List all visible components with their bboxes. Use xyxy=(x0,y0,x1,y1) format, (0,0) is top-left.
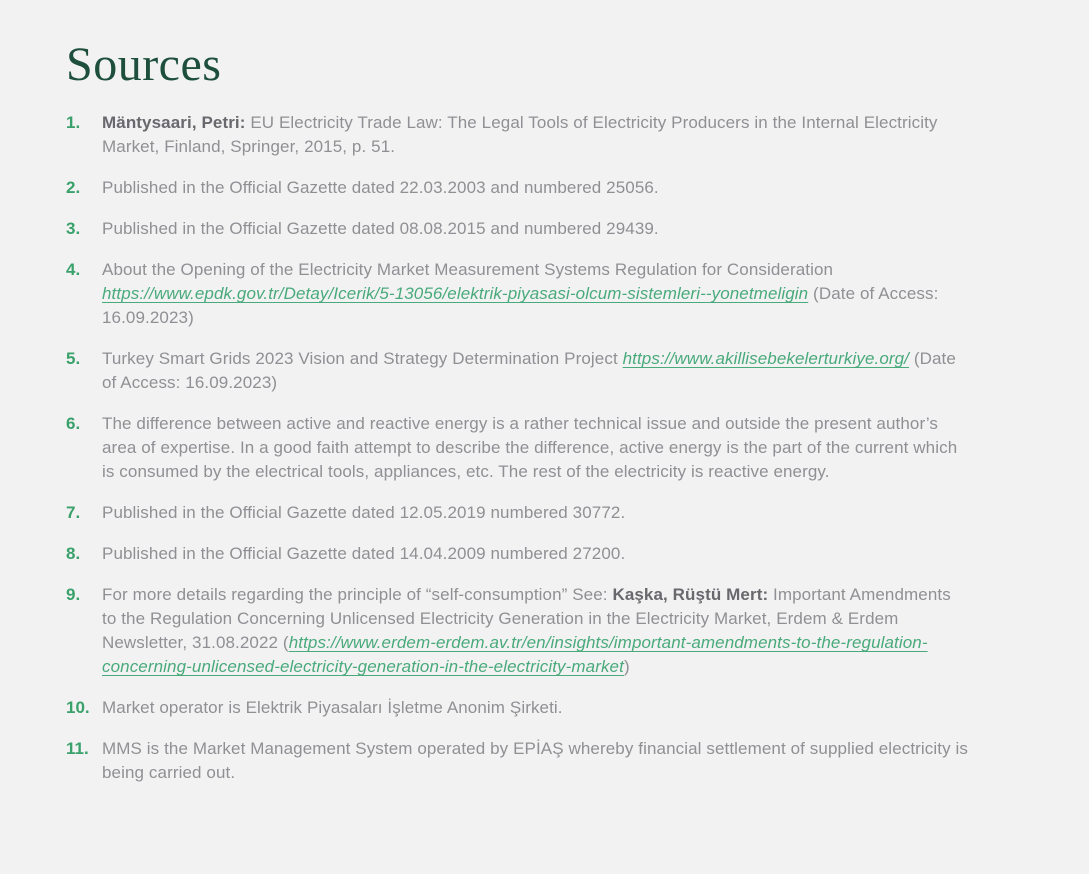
source-text xyxy=(102,583,968,679)
source-item xyxy=(66,111,999,159)
source-item xyxy=(66,501,999,525)
source-link[interactable]: https://www.akillisebekelerturkiye.org/ xyxy=(622,349,910,369)
source-plain-text: Turkey Smart Grids 2023 Vision and Strategy Determination Project xyxy=(102,349,623,369)
source-item xyxy=(66,542,999,566)
source-text xyxy=(102,258,968,330)
source-text xyxy=(102,347,968,395)
source-plain-text: ) xyxy=(623,657,630,677)
source-plain-text: The difference between active and reactive energy is a rather technical issue and outside the present author’s area of expertise. In a good faith attempt to describe the difference, active energy is the part of the current which is consumed by the electrical tools, appliances, etc. The rest of the electricity is reactive energy. xyxy=(102,414,958,482)
source-plain-text: Published in the Official Gazette dated 14.04.2009 numbered 27200. xyxy=(102,544,626,564)
source-number: 10. xyxy=(66,698,90,718)
source-text xyxy=(102,412,968,484)
source-text xyxy=(102,737,968,785)
source-link[interactable]: https://www.erdem-erdem.av.tr/en/insights/important-amendments-to-the-regulation-concerning-unlicensed-electricity-generation-in-the-electricity-market xyxy=(102,633,928,677)
source-text xyxy=(102,501,968,525)
source-item xyxy=(66,258,999,330)
source-text xyxy=(102,696,968,720)
source-link[interactable]: https://www.epdk.gov.tr/Detay/Icerik/5-13056/elektrik-piyasasi-olcum-sistemleri--yonetmeligin xyxy=(102,284,809,304)
source-text xyxy=(102,176,968,200)
source-plain-text: (Date of Access: 16.09.2023) xyxy=(102,349,956,393)
source-plain-text: EU Electricity Trade Law: The Legal Tools of Electricity Producers in the Internal Electricity Market, Finland, Springer, 2015, p. 51. xyxy=(102,113,938,157)
source-item xyxy=(66,347,999,395)
source-item xyxy=(66,737,999,785)
source-plain-text: Published in the Official Gazette dated 22.03.2003 and numbered 25056. xyxy=(102,178,659,198)
source-text xyxy=(102,217,968,241)
source-number: 4. xyxy=(66,260,81,280)
source-plain-text: Important Amendments to the Regulation Concerning Unlicensed Electricity Generation in the Electricity Market, Erdem & Erdem Newsletter, 31.08.2022 ( xyxy=(102,585,951,653)
page-title: Sources xyxy=(66,38,222,91)
source-number: 11. xyxy=(66,739,89,759)
source-number: 7. xyxy=(66,503,81,523)
source-text xyxy=(102,111,968,159)
source-number: 8. xyxy=(66,544,81,564)
source-item xyxy=(66,412,999,484)
source-plain-text: Market operator is Elektrik Piyasaları İşletme Anonim Şirketi. xyxy=(102,698,563,718)
source-number: 3. xyxy=(66,219,81,239)
source-item xyxy=(66,583,999,679)
source-plain-text: (Date of Access: 16.09.2023) xyxy=(102,284,939,328)
source-item xyxy=(66,217,999,241)
source-plain-text: Published in the Official Gazette dated 12.05.2019 numbered 30772. xyxy=(102,503,626,523)
source-plain-text: MMS is the Market Management System operated by EPİAŞ whereby financial settlement of supplied electricity is being carried out. xyxy=(102,739,969,783)
source-number: 6. xyxy=(66,414,81,434)
sources-list xyxy=(66,111,999,785)
source-number: 9. xyxy=(66,585,81,605)
source-author-bold: Mäntysaari, Petri: xyxy=(102,113,246,133)
source-plain-text: For more details regarding the principle of “self-consumption” See: xyxy=(102,585,613,605)
source-plain-text: Published in the Official Gazette dated 08.08.2015 and numbered 29439. xyxy=(102,219,659,239)
source-author-bold: Kaşka, Rüştü Mert: xyxy=(612,585,769,605)
source-number: 5. xyxy=(66,349,81,369)
source-text xyxy=(102,542,968,566)
source-item xyxy=(66,176,999,200)
source-plain-text: About the Opening of the Electricity Market Measurement Systems Regulation for Consideration xyxy=(102,260,834,280)
source-number: 2. xyxy=(66,178,81,198)
source-number: 1. xyxy=(66,113,81,133)
source-item xyxy=(66,696,999,720)
